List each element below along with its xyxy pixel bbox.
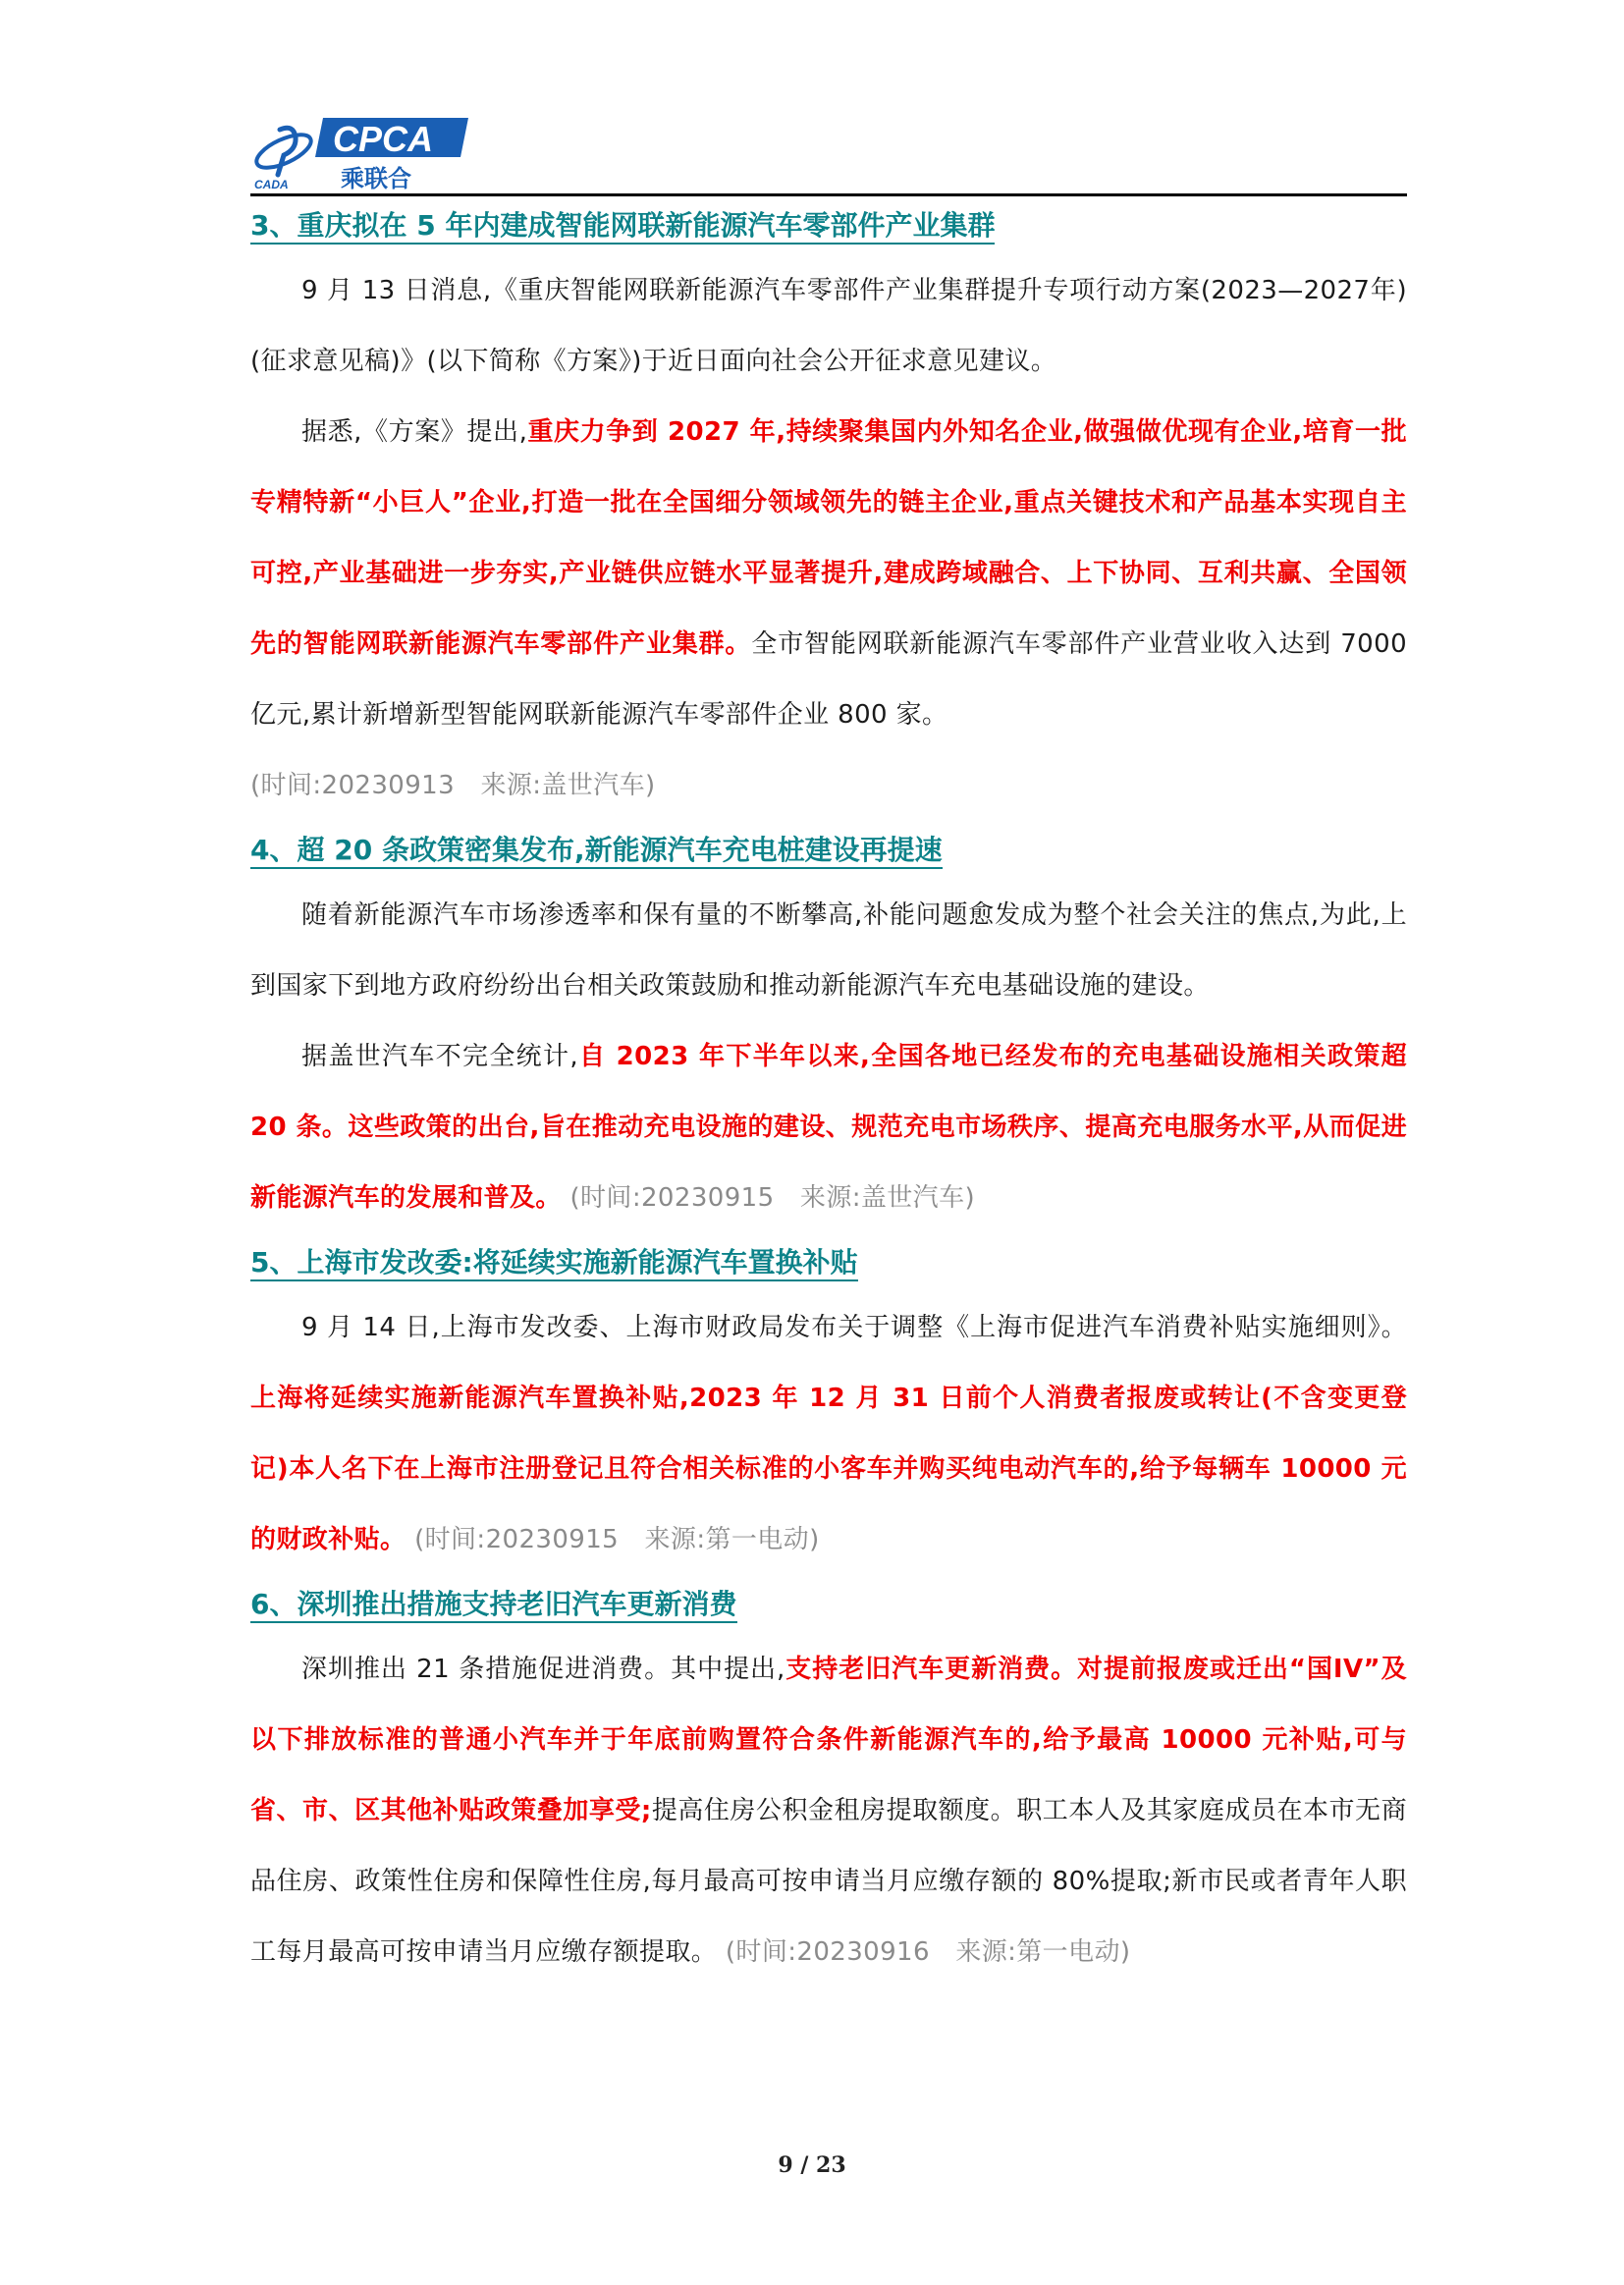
svg-text:乘联合: 乘联合 [341, 165, 411, 192]
section-5-paragraph-1: 9 月 14 日,上海市发改委、上海市财政局发布关于调整《上海市促进汽车消费补贴实施细则》。上海将延续实施新能源汽车置换补贴,2023 年 12 月 31 日前个人消费者报废或转让(不含变更登记)本人名下在上海市注册登记且符合相关标准的小客车并购买纯电动汽车的,给予每辆车 10000 元的财政补贴。 (时间:20230915 来源:第一电动) [250, 1313, 1407, 1554]
page-number: 9 / 23 [778, 2152, 846, 2178]
page-content [250, 196, 1407, 1987]
section-4-title: 4、超 20 条政策密集发布,新能源汽车充电桩建设再提速 [250, 821, 1407, 880]
section-4-source: (时间:20230915 来源:盖世汽车) [569, 1183, 976, 1213]
svg-text:CPCA: CPCA [333, 119, 434, 159]
section-4-paragraph-1: 随着新能源汽车市场渗透率和保有量的不断攀高,补能问题愈发成为整个社会关注的焦点,为此,上到国家下到地方政府纷纷出台相关政策鼓励和推动新能源汽车充电基础设施的建设。 [250, 900, 1407, 1001]
section-5-title: 5、上海市发改委:将延续实施新能源汽车置换补贴 [250, 1233, 1407, 1292]
section-4-highlight: 自 2023 年下半年以来,全国各地已经发布的充电基础设施相关政策超 20 条。这些政策的出台,旨在推动充电设施的建设、规范充电市场秩序、提高充电服务水平,从而促进新能源汽车的发展和普及。 [250, 1042, 1407, 1213]
cpca-logo [250, 110, 476, 193]
section-6-title: 6、深圳推出措施支持老旧汽车更新消费 [250, 1575, 1407, 1634]
section-5-highlight: 上海将延续实施新能源汽车置换补贴,2023 年 12 月 31 日前个人消费者报废或转让(不含变更登记)本人名下在上海市注册登记且符合相关标准的小客车并购买纯电动汽车的,给予每辆车 10000 元的财政补贴。 [250, 1384, 1407, 1554]
section-4-paragraph-2: 据盖世汽车不完全统计,自 2023 年下半年以来,全国各地已经发布的充电基础设施相关政策超 20 条。这些政策的出台,旨在推动充电设施的建设、规范充电市场秩序、提高充电服务水平,从而促进新能源汽车的发展和普及。 (时间:20230915 来源:盖世汽车) [250, 1042, 1407, 1213]
section-6-paragraph-1: 深圳推出 21 条措施促进消费。其中提出,支持老旧汽车更新消费。对提前报废或迁出“国IV”及以下排放标准的普通小汽车并于年底前购置符合条件新能源汽车的,给予最高 10000 元补贴,可与省、市、区其他补贴政策叠加享受;提高住房公积金租房提取额度。职工本人及其家庭成员在本市无商品住房、政策性住房和保障性住房,每月最高可按申请当月应缴存额的 80%提取;新市民或者青年人职工每月最高可按申请当月应缴存额提取。 (时间:20230916 来源:第一电动) [250, 1655, 1407, 1967]
page-header [250, 110, 1407, 193]
section-3-paragraph-2: 据悉,《方案》提出,重庆力争到 2027 年,持续聚集国内外知名企业,做强做优现有企业,培育一批专精特新“小巨人”企业,打造一批在全国细分领域领先的链主企业,重点关键技术和产品基本实现自主可控,产业基础进一步夯实,产业链供应链水平显著提升,建成跨域融合、上下协同、互利共赢、全国领先的智能网联新能源汽车零部件产业集群。全市智能网联新能源汽车零部件产业营业收入达到 7000 亿元,累计新增新型智能网联新能源汽车零部件企业 800 家。 (时间:20230913 来源:盖世汽车) [250, 417, 1408, 800]
svg-text:CADA: CADA [254, 178, 289, 191]
section-6-source: (时间:20230916 来源:第一电动) [725, 1937, 1131, 1967]
section-3-title: 3、重庆拟在 5 年内建成智能网联新能源汽车零部件产业集群 [250, 196, 1407, 255]
section-5-source: (时间:20230915 来源:第一电动) [414, 1525, 820, 1554]
section-3-source: (时间:20230913 来源:盖世汽车) [250, 771, 656, 800]
section-6-highlight: 支持老旧汽车更新消费。对提前报废或迁出“国IV”及以下排放标准的普通小汽车并于年底前购置符合条件新能源汽车的,给予最高 10000 元补贴,可与省、市、区其他补贴政策叠加享受; [250, 1655, 1407, 1825]
section-3-paragraph-1: 9 月 13 日消息,《重庆智能网联新能源汽车零部件产业集群提升专项行动方案(2023—2027年)(征求意见稿)》(以下简称《方案》)于近日面向社会公开征求意见建议。 [250, 276, 1407, 376]
section-3-highlight: 重庆力争到 2027 年,持续聚集国内外知名企业,做强做优现有企业,培育一批专精特新“小巨人”企业,打造一批在全国细分领域领先的链主企业,重点关键技术和产品基本实现自主可控,产业基础进一步夯实,产业链供应链水平显著提升,建成跨域融合、上下协同、互利共赢、全国领先的智能网联新能源汽车零部件产业集群。 [250, 417, 1407, 659]
